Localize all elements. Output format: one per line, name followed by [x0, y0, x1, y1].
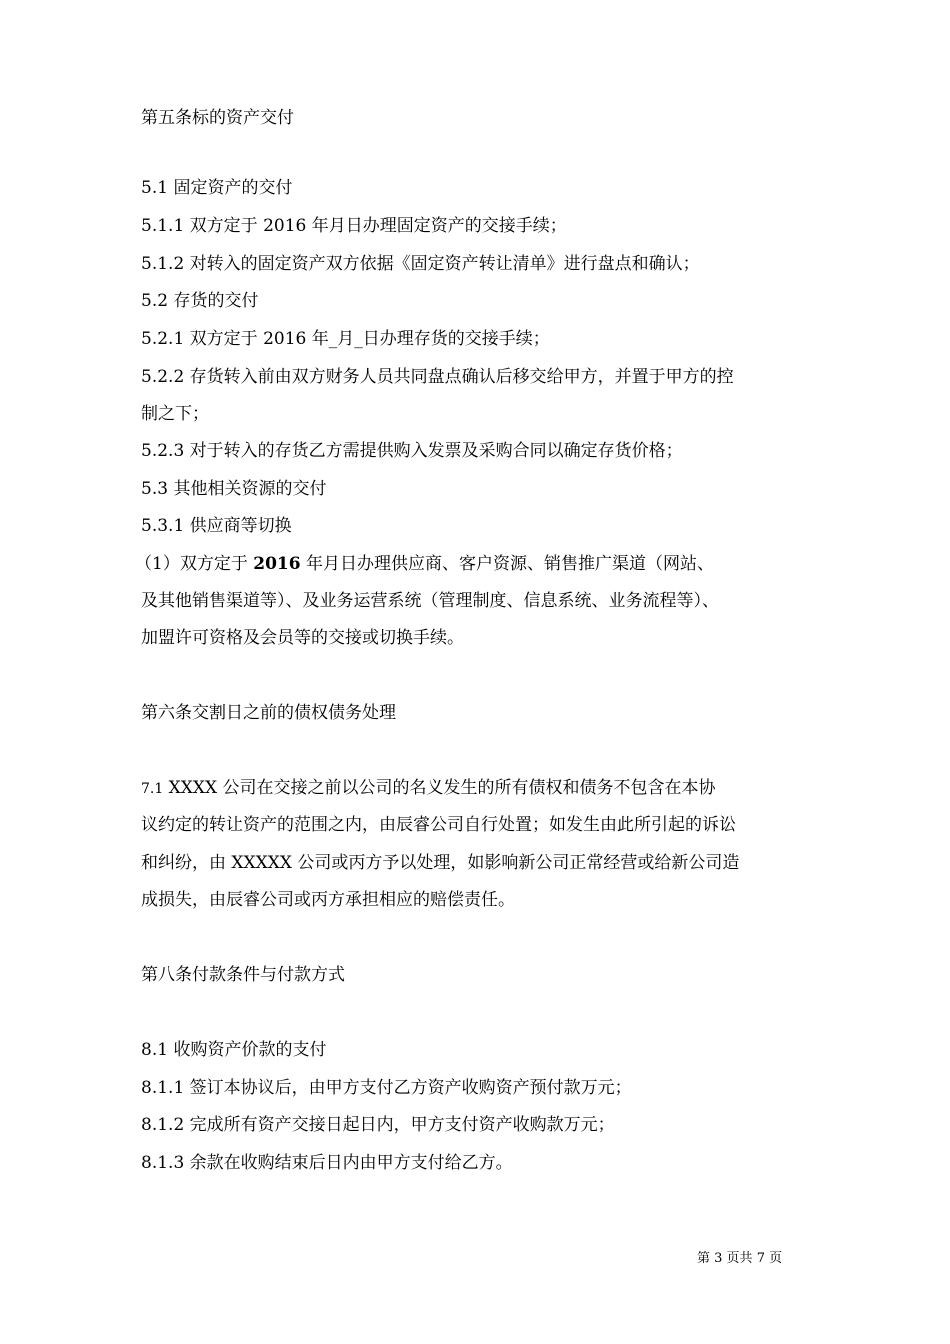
clause-7-1 — [141, 776, 715, 801]
clause-8-1: 8.1 收购资产价款的支付 — [141, 1040, 327, 1060]
footer-total-pages: 7 — [756, 1251, 765, 1266]
clause-5-1-1: 5.1.1 双方定于 2016 年月日办理固定资产的交接手续； — [141, 216, 567, 236]
clause-5-1-2: 5.1.2 对转入的固定资产双方依据《固定资产转让清单》进行盘点和确认； — [141, 254, 700, 274]
clause-7-1-number: 7.1 — [141, 781, 164, 797]
page-number-footer — [697, 1250, 782, 1268]
section-heading-5: 第五条标的资产交付 — [141, 108, 294, 128]
clause-5-2-1: 5.2.1 双方定于 2016 年_月_日办理存货的交接手续； — [141, 329, 550, 349]
footer-current-page: 3 — [714, 1251, 723, 1266]
clause-8-1-1: 8.1.1 签订本协议后，由甲方支付乙方资产收购资产预付款万元； — [141, 1078, 632, 1098]
clause-5-1: 5.1 固定资产的交付 — [141, 178, 293, 198]
clause-7-1-cont-2: 和纠纷，由 XXXXX 公司或丙方予以处理，如影响新公司正常经营或给新公司造 — [141, 853, 740, 873]
clause-7-1-text: XXXX 公司在交接之前以公司的名义发生的所有债权和债务不包含在本协 — [163, 778, 716, 798]
clause-5-2: 5.2 存货的交付 — [141, 291, 259, 311]
clause-7-1-cont-3: 成损失，由辰睿公司或丙方承担相应的赔偿责任。 — [141, 890, 515, 910]
item-1-year: 2016 — [253, 554, 301, 574]
clause-5-2-3: 5.2.3 对于转入的存货乙方需提供购入发票及采购合同以确定存货价格； — [141, 441, 683, 461]
footer-middle: 页共 — [722, 1251, 757, 1266]
clause-5-2-2-cont: 制之下； — [141, 404, 209, 424]
clause-5-3-1: 5.3.1 供应商等切换 — [141, 516, 292, 536]
clause-8-1-3: 8.1.3 余款在收购结束后日内由甲方支付给乙方。 — [141, 1153, 513, 1173]
clause-5-3-1-item-1-cont-2: 加盟许可资格及会员等的交接或切换手续。 — [141, 628, 464, 648]
clause-8-1-2: 8.1.2 完成所有资产交接日起日内，甲方支付资产收购款万元； — [141, 1115, 615, 1135]
clause-5-3: 5.3 其他相关资源的交付 — [141, 479, 327, 499]
section-heading-8: 第八条付款条件与付款方式 — [141, 965, 345, 985]
footer-prefix: 第 — [697, 1251, 715, 1266]
item-1-text-b: 年月日办理供应商、客户资源、销售推广渠道（网站、 — [300, 554, 714, 574]
item-1-text-a: （1）双方定于 — [135, 554, 254, 574]
clause-5-3-1-item-1 — [135, 552, 714, 576]
footer-suffix: 页 — [764, 1251, 783, 1266]
clause-7-1-cont-1: 议约定的转让资产的范围之内，由辰睿公司自行处置；如发生由此所引起的诉讼 — [141, 815, 736, 835]
clause-5-3-1-item-1-cont-1: 及其他销售渠道等）、及业务运营系统（管理制度、信息系统、业务流程等）、 — [141, 591, 719, 611]
clause-5-2-2: 5.2.2 存货转入前由双方财务人员共同盘点确认后移交给甲方，并置于甲方的控 — [141, 367, 734, 387]
section-heading-6: 第六条交割日之前的债权债务处理 — [141, 703, 396, 723]
